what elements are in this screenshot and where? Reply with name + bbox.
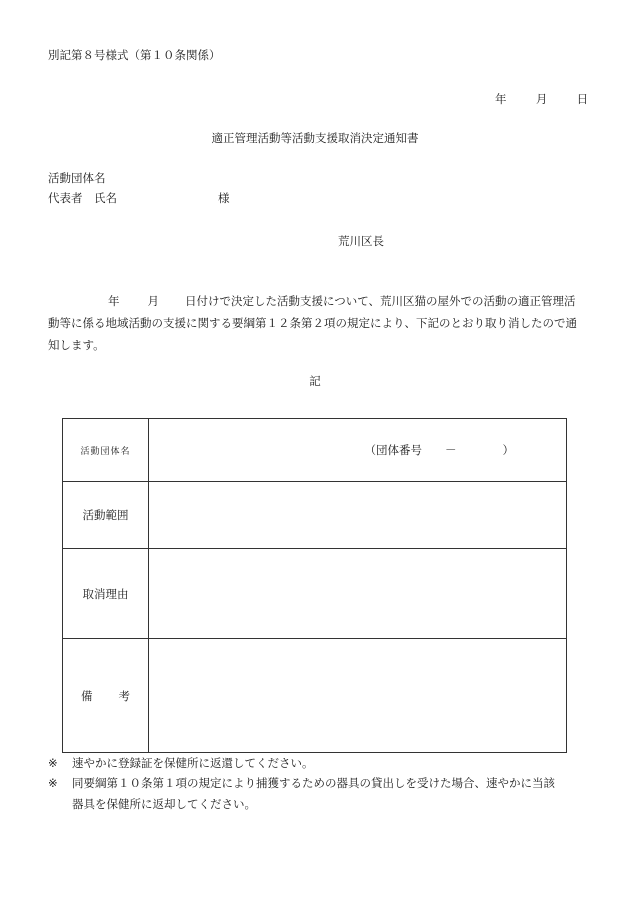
ki-heading: 記 bbox=[309, 374, 321, 388]
group-name-label: 活動団体名 bbox=[48, 171, 106, 185]
document-title: 適正管理活動等活動支援取消決定通知書 bbox=[211, 131, 419, 145]
table-row bbox=[63, 549, 567, 639]
note-mark: ※ bbox=[48, 756, 58, 770]
group-number: （団体番号 － ） bbox=[364, 443, 514, 457]
note-1 bbox=[48, 755, 314, 771]
date-day: 日 bbox=[576, 92, 589, 106]
note-2-text: 同要綱第１０条第１項の規定により捕獲するための器具の貸出しを受けた場合、速やかに当該 bbox=[72, 776, 555, 790]
activity-range-label: 活動範囲 bbox=[63, 482, 149, 549]
note-2 bbox=[48, 775, 555, 791]
group-name-cell-label: 活動団体名 bbox=[63, 419, 149, 482]
date-year: 年 bbox=[495, 92, 507, 106]
notice-body bbox=[48, 290, 583, 356]
date-line bbox=[495, 91, 588, 107]
honorific: 様 bbox=[218, 191, 230, 205]
record-table bbox=[62, 418, 567, 753]
form-number: 別記第８号様式（第１０条関係） bbox=[48, 48, 221, 62]
table-row bbox=[63, 639, 567, 753]
note-2-continued: 器具を保健所に返却してください。 bbox=[72, 797, 256, 811]
remarks-value bbox=[149, 639, 567, 753]
issuer: 荒川区長 bbox=[338, 234, 384, 248]
group-name-cell-value bbox=[149, 419, 567, 482]
remarks-label bbox=[63, 639, 149, 753]
remarks-label-b: 考 bbox=[118, 688, 130, 703]
cancel-reason-value bbox=[149, 549, 567, 639]
body-year: 年 bbox=[108, 294, 120, 308]
body-month: 月 bbox=[147, 294, 159, 308]
note-1-text: 速やかに登録証を保健所に返還してください。 bbox=[72, 756, 314, 770]
cancel-reason-label: 取消理由 bbox=[63, 549, 149, 639]
activity-range-value bbox=[149, 482, 567, 549]
table-row bbox=[63, 419, 567, 482]
note-mark: ※ bbox=[48, 776, 58, 790]
remarks-label-a: 備 bbox=[81, 688, 93, 703]
date-month: 月 bbox=[535, 92, 548, 106]
table-row bbox=[63, 482, 567, 549]
representative-label: 代表者 氏名 bbox=[48, 191, 117, 205]
body-text: 日付けで決定した活動支援について、荒川区猫の屋外での活動の適正管理活動等に係る地域活動の支援に関する要綱第１２条第２項の規定により、下記のとおり取り消したので通知します。 bbox=[48, 294, 577, 352]
representative-line bbox=[48, 190, 230, 206]
